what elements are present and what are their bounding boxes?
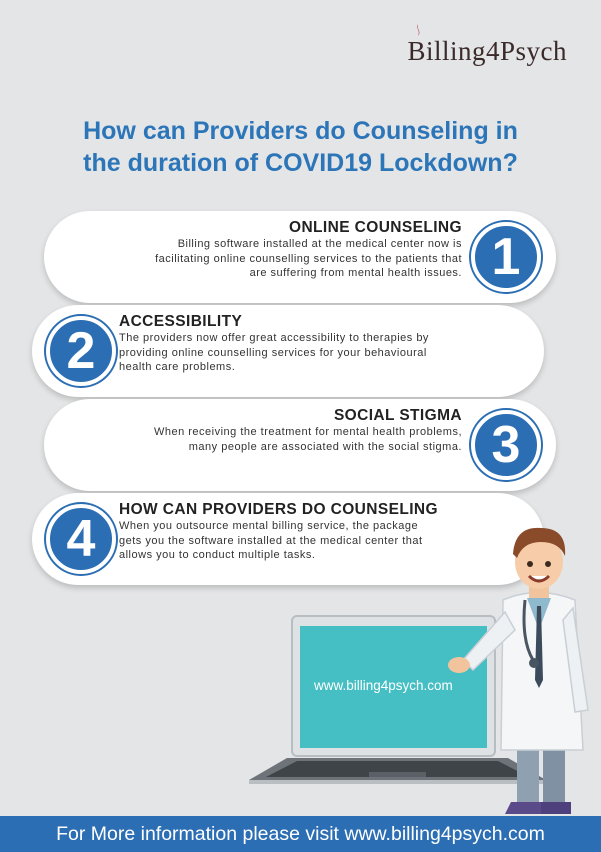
footer-banner: For More information please visit www.billing4psych.com <box>0 816 601 852</box>
card-body: Billing software installed at the medical center now is facilitating online counselling services to the patients that are suffering from mental health issues. <box>155 238 462 279</box>
logo-text: Billing4Psych <box>407 36 567 66</box>
card-body: When you outsource mental billing service, the package gets you the software installed at the medical center that allows you to conduct multiple tasks. <box>119 520 423 561</box>
card-online-counseling <box>44 211 556 303</box>
card-body: The providers now offer great accessibility to therapies by providing online counselling services for your behavioural health care problems. <box>119 332 429 373</box>
number-badge: 4 <box>46 504 116 574</box>
number-badge: 3 <box>471 410 541 480</box>
card-heading: ACCESSIBILITY <box>119 313 243 330</box>
card-heading: HOW CAN PROVIDERS DO COUNSELING <box>119 501 438 518</box>
card-social-stigma <box>44 399 556 491</box>
laptop-url: www.billing4psych.com <box>314 678 453 693</box>
brand-logo <box>407 36 567 67</box>
logo-mark-icon <box>413 24 423 36</box>
card-accessibility <box>32 305 544 397</box>
page-title: How can Providers do Counseling in the duration of COVID19 Lockdown? <box>83 117 518 177</box>
card-heading: ONLINE COUNSELING <box>288 219 462 236</box>
number-badge: 2 <box>46 316 116 386</box>
number-badge: 1 <box>471 222 541 292</box>
doctor-illustration <box>443 520 601 820</box>
card-heading: SOCIAL STIGMA <box>333 407 462 424</box>
card-body: When receiving the treatment for mental health problems, many people are associated with the social stigma. <box>153 426 462 453</box>
